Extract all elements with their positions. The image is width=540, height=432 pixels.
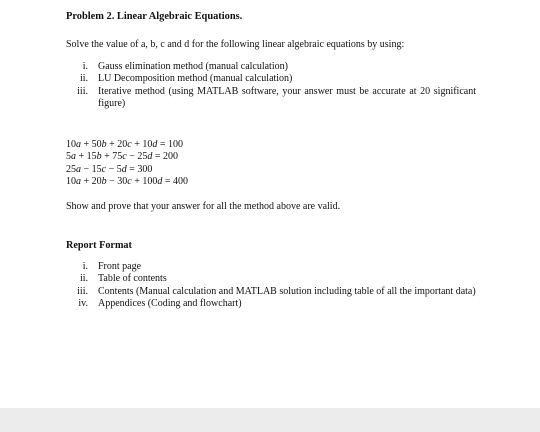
show-instruction: Show and prove that your answer for all the method above are valid.	[66, 201, 341, 212]
list-text: Front page	[98, 261, 142, 272]
equation-block	[66, 139, 188, 189]
list-text: Gauss elimination method (manual calculation)	[98, 61, 288, 72]
list-number: iii.	[77, 85, 88, 97]
report-format-list	[66, 261, 476, 311]
list-text: LU Decomposition method (manual calculation)	[98, 73, 293, 85]
equation: 25a − 15c − 5d = 300	[66, 163, 153, 175]
list-number: ii.	[79, 73, 88, 85]
list-text: Table of contents	[98, 273, 167, 285]
list-item	[66, 61, 476, 73]
list-item	[66, 86, 476, 111]
equation: 10a + 20b − 30c + 100d = 400	[66, 176, 189, 188]
list-number: i.	[82, 61, 88, 72]
list-number: i.	[82, 261, 88, 272]
equation: 5a + 15b + 75c − 25d = 200	[66, 151, 179, 163]
problem-title: Problem 2. Linear Algebraic Equations.	[66, 11, 243, 22]
list-number: ii.	[79, 273, 88, 285]
methods-list	[66, 61, 476, 111]
list-item	[66, 73, 476, 85]
list-number: iv.	[78, 298, 88, 310]
problem-intro: Solve the value of a, b, c and d for the following linear algebraic equations by using:	[66, 39, 405, 50]
list-item	[66, 286, 476, 298]
bottom-gray-bar	[0, 408, 540, 432]
list-item	[66, 273, 476, 285]
list-number: iii.	[77, 285, 88, 297]
equation: 10a + 50b + 20c + 10d = 100	[66, 139, 184, 150]
list-item	[66, 298, 476, 310]
list-text: Contents (Manual calculation and MATLAB solution including table of all the important data)	[98, 285, 476, 297]
list-text: Iterative method (using MATLAB software, your answer must be accurate at 20 significant figure)	[98, 85, 476, 110]
list-text: Appendices (Coding and flowchart)	[98, 298, 242, 310]
list-item	[66, 261, 476, 273]
report-format-title: Report Format	[66, 240, 132, 251]
